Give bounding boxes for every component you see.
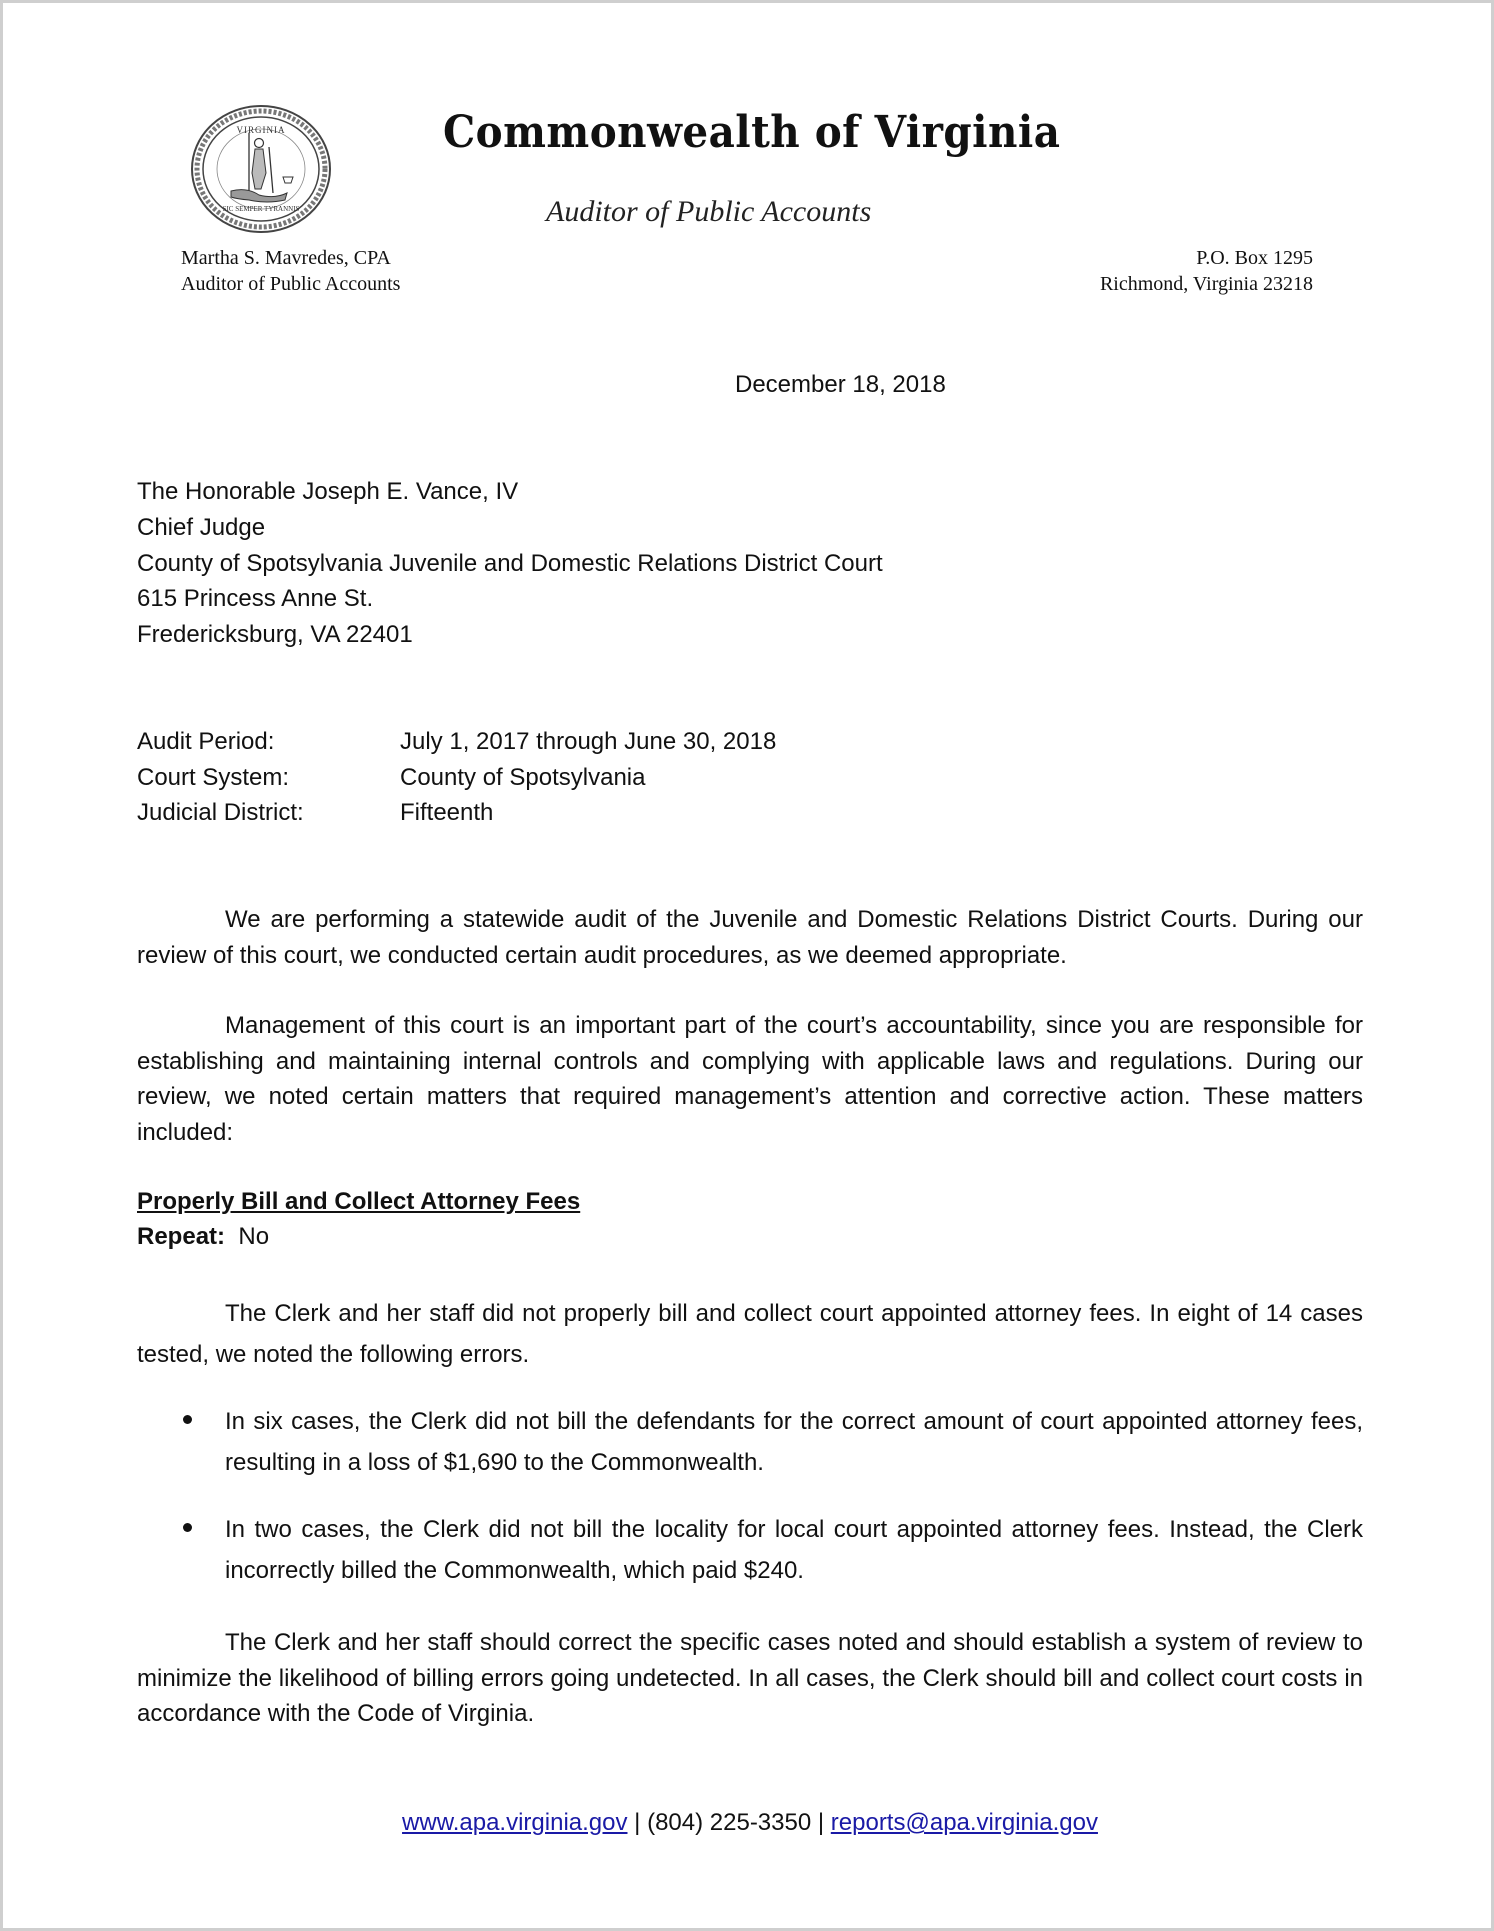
management-text: Management of this court is an important part of the court’s accountability, since you are responsible for establishing and maintaining internal controls and complying with applicable laws and regulations. During our review, we noted certain matters that required management’s attention and corrective action. These matters included: (137, 1012, 1363, 1146)
bullet-text: In six cases, the Clerk did not bill the defendants for the correct amount of court appointed attorney fees, resulting in a loss of $1,690 to the Commonwealth. (225, 1408, 1363, 1476)
management-paragraph (137, 1008, 1363, 1150)
footer-contact (3, 1809, 1494, 1837)
intro-paragraph (137, 902, 1363, 973)
letter-date: December 18, 2018 (735, 371, 946, 398)
phone-number: (804) 225-3350 (647, 1809, 812, 1836)
bullet-text: In two cases, the Clerk did not bill the locality for local court appointed attorney fees. Instead, the Clerk incorrectly billed the Commonwealth, which paid $240. (225, 1516, 1363, 1584)
audit-info-block (137, 724, 776, 831)
auditor-name-block (181, 245, 400, 297)
judicial-district-label: Judicial District: (137, 799, 304, 826)
judicial-district-row (137, 795, 776, 831)
repeat-label: Repeat: (137, 1223, 226, 1250)
intro-text: We are performing a statewide audit of the Juvenile and Domestic Relations District Courts. During our review of this court, we conducted certain audit procedures, as we deemed appropriate. (137, 906, 1363, 969)
addressee-city: Fredericksburg, VA 22401 (137, 621, 413, 649)
addressee-name: The Honorable Joseph E. Vance, IV (137, 478, 519, 505)
city-state-zip: Richmond, Virginia 23218 (1099, 273, 1313, 295)
auditor-name: Martha S. Mavredes, CPA (181, 247, 391, 269)
bullet-icon (183, 1415, 192, 1424)
repeat-line (137, 1223, 269, 1251)
court-system-value: County of Spotsylvania (400, 763, 646, 791)
recommendation-paragraph (137, 1625, 1363, 1732)
po-box: P.O. Box 1295 (1196, 247, 1313, 269)
finding-detail-text: The Clerk and her staff did not properly bill and collect court appointed attorney fees. In eight of 14 cases tested, we noted the following errors. (137, 1300, 1363, 1368)
email-link[interactable]: reports@apa.virginia.gov (830, 1809, 1098, 1836)
addressee-street: 615 Princess Anne St. (137, 585, 374, 613)
letterhead-title: Commonwealth of Virginia (443, 107, 1061, 158)
mailing-address-block (1100, 245, 1313, 297)
addressee-title: Chief Judge (137, 513, 266, 541)
letterhead-subtitle: Auditor of Public Accounts (546, 195, 872, 228)
footer-separator: | (817, 1809, 825, 1836)
svg-text:SIC SEMPER TYRANNIS: SIC SEMPER TYRANNIS (222, 205, 300, 213)
audit-period-value: July 1, 2017 through June 30, 2018 (400, 728, 777, 755)
recommendation-text: The Clerk and her staff should correct the specific cases noted and should establish a system of review to minimize the likelihood of billing errors going undetected. In all cases, the Clerk should bill and collect court costs in accordance with the Code of Virginia. (137, 1629, 1363, 1727)
court-system-row (137, 760, 776, 796)
judicial-district-value: Fifteenth (400, 799, 494, 826)
virginia-seal-icon (189, 103, 333, 235)
audit-period-label: Audit Period: (137, 728, 275, 755)
court-system-label: Court System: (137, 763, 290, 791)
website-link[interactable]: www.apa.virginia.gov (402, 1809, 628, 1836)
repeat-value: No (238, 1223, 270, 1250)
bullet-icon (183, 1523, 192, 1532)
svg-text:VIRGINIA: VIRGINIA (236, 125, 286, 135)
finding-detail-paragraph (137, 1293, 1363, 1375)
addressee-court: County of Spotsylvania Juvenile and Domestic Relations District Court (137, 549, 883, 577)
addressee-block (137, 474, 883, 653)
audit-period-row (137, 724, 776, 760)
finding-title: Properly Bill and Collect Attorney Fees (137, 1188, 581, 1215)
auditor-title: Auditor of Public Accounts (181, 273, 401, 295)
footer-separator: | (634, 1809, 641, 1836)
